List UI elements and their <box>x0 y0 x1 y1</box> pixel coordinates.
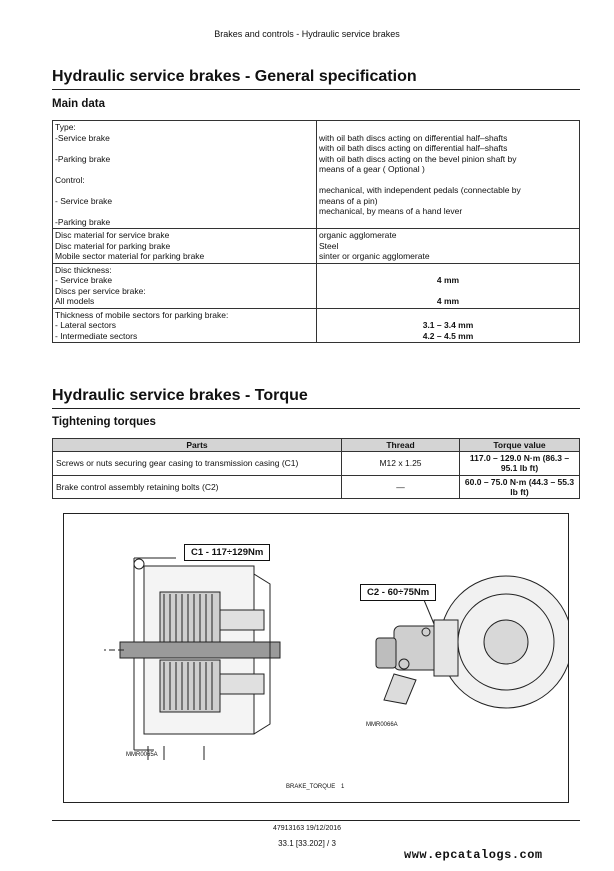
column-header: Parts <box>53 439 342 452</box>
table-cell <box>53 263 317 308</box>
cell-line <box>319 265 577 276</box>
cell-line: Type: <box>55 122 76 132</box>
figure-label-left: MMR0065A <box>126 752 158 758</box>
cell-line: with oil bath discs acting on differential half–shafts <box>319 143 508 153</box>
cell-line: 4 mm <box>436 296 460 306</box>
cell-line: Thickness of mobile sectors for parking brake: <box>55 309 229 320</box>
cell-line <box>319 122 577 133</box>
table-cell <box>53 229 317 264</box>
cell-line: with oil bath discs acting on differential half–shafts <box>319 132 508 143</box>
cell-line: -Parking brake <box>55 216 111 227</box>
table-cell: — <box>342 475 460 498</box>
section-title-general: Hydraulic service brakes - General specification <box>52 68 417 85</box>
table-cell: M12 x 1.25 <box>342 452 460 475</box>
brand-watermark[interactable]: www.epcatalogs.com <box>404 848 543 862</box>
table-row <box>53 263 580 308</box>
footer-rule <box>52 820 580 821</box>
cell-line: Discs per service brake: <box>55 285 146 296</box>
cell-line: 4.2 – 4.5 mm <box>422 330 474 341</box>
footer-page-number: 33.1 [33.202] / 3 <box>278 839 336 848</box>
table-cell <box>317 229 580 264</box>
table-cell <box>317 308 580 343</box>
page-header: Brakes and controls - Hydraulic service brakes <box>214 29 400 39</box>
cell-line: Disc material for service brake <box>55 230 170 240</box>
figure-caption: BRAKE_TORQUE <box>286 784 336 790</box>
table-cell: 117.0 – 129.0 N·m (86.3 – 95.1 lb ft) <box>460 452 580 475</box>
table-cell <box>53 121 317 229</box>
cell-line: means of a pin) <box>319 195 378 206</box>
cell-line <box>55 206 314 217</box>
cell-line: - Lateral sectors <box>55 320 116 330</box>
figure-label-right: MMR0066A <box>366 722 398 728</box>
callout-c1: C1 - 117÷129Nm <box>184 544 270 561</box>
cell-line: means of a gear ( Optional ) <box>319 164 425 174</box>
column-header: Torque value <box>460 439 580 452</box>
brake-assembly-drawing <box>64 514 568 802</box>
cell-line <box>55 143 314 154</box>
table-row <box>53 121 580 229</box>
cell-line <box>319 310 577 321</box>
cell-line: organic agglomerate <box>319 230 397 240</box>
table-cell: 60.0 – 75.0 N·m (44.3 – 55.3 lb ft) <box>460 475 580 498</box>
cell-line: Steel <box>319 240 339 251</box>
cell-line: -Service brake <box>55 132 110 143</box>
table-header-row <box>53 439 580 452</box>
section-title-torque: Hydraulic service brakes - Torque <box>52 387 308 404</box>
table-cell <box>317 263 580 308</box>
cell-line: mechanical, with independent pedals (connectable by <box>319 185 521 195</box>
brake-torque-figure <box>63 513 569 803</box>
cell-line: - Intermediate sectors <box>55 330 138 341</box>
table-row <box>53 229 580 264</box>
subtitle-main-data: Main data <box>52 98 106 110</box>
cell-line: 4 mm <box>436 275 460 285</box>
cell-line: Control: <box>55 174 85 185</box>
cell-line: Mobile sector material for parking brake <box>55 251 205 261</box>
torque-table <box>52 438 580 499</box>
cell-line: -Parking brake <box>55 153 111 164</box>
cell-line: Disc material for parking brake <box>55 240 171 251</box>
column-header: Thread <box>342 439 460 452</box>
cell-line <box>319 286 577 297</box>
cell-line: 3.1 – 3.4 mm <box>422 320 474 330</box>
figure-caption-number: 1 <box>341 784 345 790</box>
table-cell <box>317 121 580 229</box>
table-cell: Screws or nuts securing gear casing to transmission casing (C1) <box>53 452 342 475</box>
cell-line: Disc thickness: <box>55 264 112 275</box>
cell-line: mechanical, by means of a hand lever <box>319 206 463 216</box>
title-rule <box>52 408 580 409</box>
cell-line <box>55 164 314 175</box>
cell-line: All models <box>55 296 95 306</box>
table-row <box>53 452 580 475</box>
cell-line: with oil bath discs acting on the bevel pinion shaft by <box>319 153 517 164</box>
cell-line: - Service brake <box>55 275 113 285</box>
main-data-table <box>52 120 580 343</box>
table-row <box>53 475 580 498</box>
cell-line: - Service brake <box>55 195 113 206</box>
table-cell <box>53 308 317 343</box>
footer-document-id: 47913163 19/12/2016 <box>272 825 342 832</box>
table-row <box>53 308 580 343</box>
title-rule <box>52 89 580 90</box>
table-cell: Brake control assembly retaining bolts (C2) <box>53 475 342 498</box>
cell-line <box>55 185 314 196</box>
cell-line <box>319 175 577 186</box>
cell-line: sinter or organic agglomerate <box>319 251 430 261</box>
callout-c2: C2 - 60÷75Nm <box>360 584 436 601</box>
subtitle-tightening-torques: Tightening torques <box>52 416 156 428</box>
